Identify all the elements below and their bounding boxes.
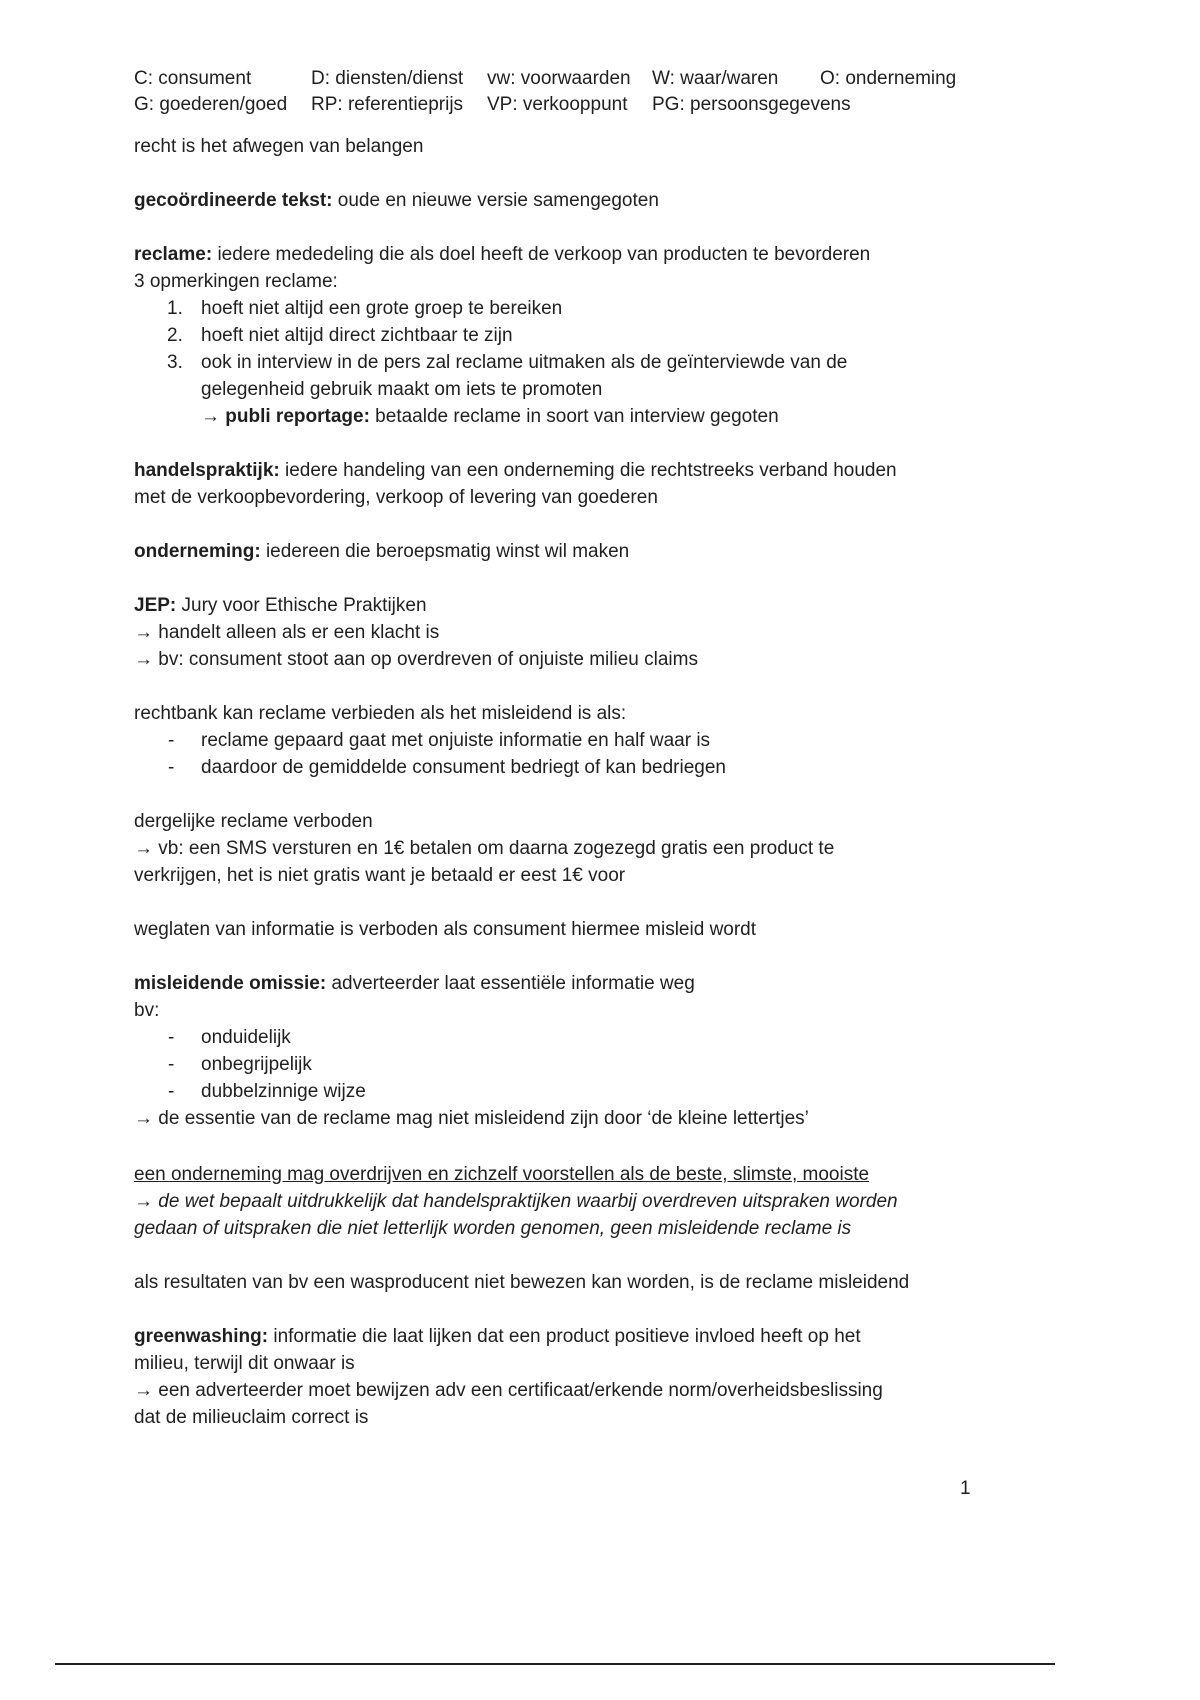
abbr-onderneming: O: onderneming bbox=[820, 68, 957, 89]
abbr-persoonsgegevens: PG: persoonsgegevens bbox=[652, 94, 851, 115]
list-text: reclame gepaard gaat met onjuiste informatie en half waar is bbox=[201, 730, 711, 751]
reclame-term: reclame: bbox=[134, 244, 213, 265]
jep-definition bbox=[134, 594, 427, 618]
handelspraktijk-def-cont: met de verkoopbevordering, verkoop of levering van goederen bbox=[134, 487, 658, 508]
dergelijke-line-3: verkrijgen, het is niet gratis want je betaald er eest 1€ voor bbox=[134, 865, 626, 886]
list-number: 3. bbox=[167, 352, 183, 373]
list-text: onduidelijk bbox=[201, 1027, 291, 1048]
bullet-dash: - bbox=[168, 757, 175, 778]
handelspraktijk-term: handelspraktijk: bbox=[134, 460, 280, 481]
rechtbank-intro: rechtbank kan reclame verbieden als het misleidend is als: bbox=[134, 703, 627, 724]
omissie-def: adverteerder laat essentiële informatie weg bbox=[326, 973, 695, 994]
bullet-dash: - bbox=[168, 730, 175, 751]
omissie-bv: bv: bbox=[134, 1000, 160, 1021]
handelspraktijk-def: iedere handeling van een onderneming die rechtstreeks verband houden bbox=[279, 460, 897, 481]
greenwashing-note-1: → een adverteerder moet bewijzen adv een certificaat/erkende norm/overheidsbeslissing bbox=[134, 1380, 883, 1401]
reclame-intro: 3 opmerkingen reclame: bbox=[134, 271, 338, 292]
abbr-goederen: G: goederen/goed bbox=[134, 94, 288, 115]
bullet-dash: - bbox=[168, 1054, 175, 1075]
publi-term: publi reportage: bbox=[225, 406, 370, 427]
abbr-referentieprijs: RP: referentieprijs bbox=[311, 94, 464, 115]
intro-text: recht is het afwegen van belangen bbox=[134, 136, 424, 157]
onderneming-definition bbox=[134, 540, 629, 564]
onderneming-term: onderneming: bbox=[134, 541, 261, 562]
greenwashing-note-2: dat de milieuclaim correct is bbox=[134, 1407, 369, 1428]
overdrijven-heading: een onderneming mag overdrijven en zichzelf voorstellen als de beste, slimste, mooiste bbox=[134, 1164, 870, 1185]
bullet-dash: - bbox=[168, 1027, 175, 1048]
dergelijke-line-1: dergelijke reclame verboden bbox=[134, 811, 373, 832]
overdrijven-note-2: gedaan of uitspraken die niet letterlijk worden genomen, geen misleidende reclame is bbox=[134, 1218, 852, 1239]
reclame-definition bbox=[134, 243, 870, 267]
greenwashing-term: greenwashing: bbox=[134, 1326, 269, 1347]
omissie-definition bbox=[134, 972, 695, 996]
reclame-def: iedere mededeling die als doel heeft de verkoop van producten te bevorderen bbox=[212, 244, 871, 265]
coordinated-def: oude en nieuwe versie samengegoten bbox=[332, 190, 659, 211]
jep-note-1: → handelt alleen als er een klacht is bbox=[134, 622, 440, 643]
list-text: onbegrijpelijk bbox=[201, 1054, 312, 1075]
list-text: ook in interview in de pers zal reclame uitmaken als de geïnterviewde van de bbox=[201, 352, 848, 373]
bullet-dash: - bbox=[168, 1081, 175, 1102]
abbr-consument: C: consument bbox=[134, 68, 252, 89]
page-number: 1 bbox=[960, 1478, 971, 1499]
arrow: → bbox=[201, 406, 226, 427]
omissie-note: → de essentie van de reclame mag niet misleidend zijn door ‘de kleine lettertjes’ bbox=[134, 1108, 809, 1129]
list-text: hoeft niet altijd een grote groep te bereiken bbox=[201, 298, 563, 319]
list-number: 1. bbox=[167, 298, 183, 319]
onderneming-def: iedereen die beroepsmatig winst wil maken bbox=[260, 541, 630, 562]
list-item-continuation: gelegenheid gebruik maakt om iets te promoten bbox=[201, 379, 603, 400]
list-text: dubbelzinnige wijze bbox=[201, 1081, 366, 1102]
jep-note-2: → bv: consument stoot aan op overdreven of onjuiste milieu claims bbox=[134, 649, 698, 670]
abbr-diensten: D: diensten/dienst bbox=[311, 68, 464, 89]
publi-def: betaalde reclame in soort van interview gegoten bbox=[369, 406, 779, 427]
abbr-waren: W: waar/waren bbox=[652, 68, 779, 89]
resultaten-text: als resultaten van bv een wasproducent niet bewezen kan worden, is de reclame misleidend bbox=[134, 1272, 910, 1293]
weglaten-text: weglaten van informatie is verboden als consument hiermee misleid wordt bbox=[134, 919, 757, 940]
coordinated-term: gecoördineerde tekst: bbox=[134, 190, 333, 211]
greenwashing-definition bbox=[134, 1325, 861, 1349]
handelspraktijk-definition bbox=[134, 459, 897, 483]
list-text: daardoor de gemiddelde consument bedriegt of kan bedriegen bbox=[201, 757, 726, 778]
omissie-term: misleidende omissie: bbox=[134, 973, 327, 994]
publi-reportage bbox=[201, 405, 779, 429]
abbr-voorwaarden: vw: voorwaarden bbox=[487, 68, 631, 89]
coordinated-definition bbox=[134, 189, 659, 213]
jep-term: JEP: bbox=[134, 595, 177, 616]
abbr-verkooppunt: VP: verkooppunt bbox=[487, 94, 628, 115]
dergelijke-line-2: → vb: een SMS versturen en 1€ betalen om daarna zogezegd gratis een product te bbox=[134, 838, 835, 859]
list-number: 2. bbox=[167, 325, 183, 346]
greenwashing-def: informatie die laat lijken dat een product positieve invloed heeft op het bbox=[268, 1326, 861, 1347]
list-text: hoeft niet altijd direct zichtbaar te zijn bbox=[201, 325, 513, 346]
overdrijven-note-1: → de wet bepaalt uitdrukkelijk dat handelspraktijken waarbij overdreven uitspraken worden bbox=[134, 1191, 898, 1212]
jep-def: Jury voor Ethische Praktijken bbox=[176, 595, 427, 616]
page-divider bbox=[55, 1663, 1055, 1665]
greenwashing-def-cont: milieu, terwijl dit onwaar is bbox=[134, 1353, 355, 1374]
